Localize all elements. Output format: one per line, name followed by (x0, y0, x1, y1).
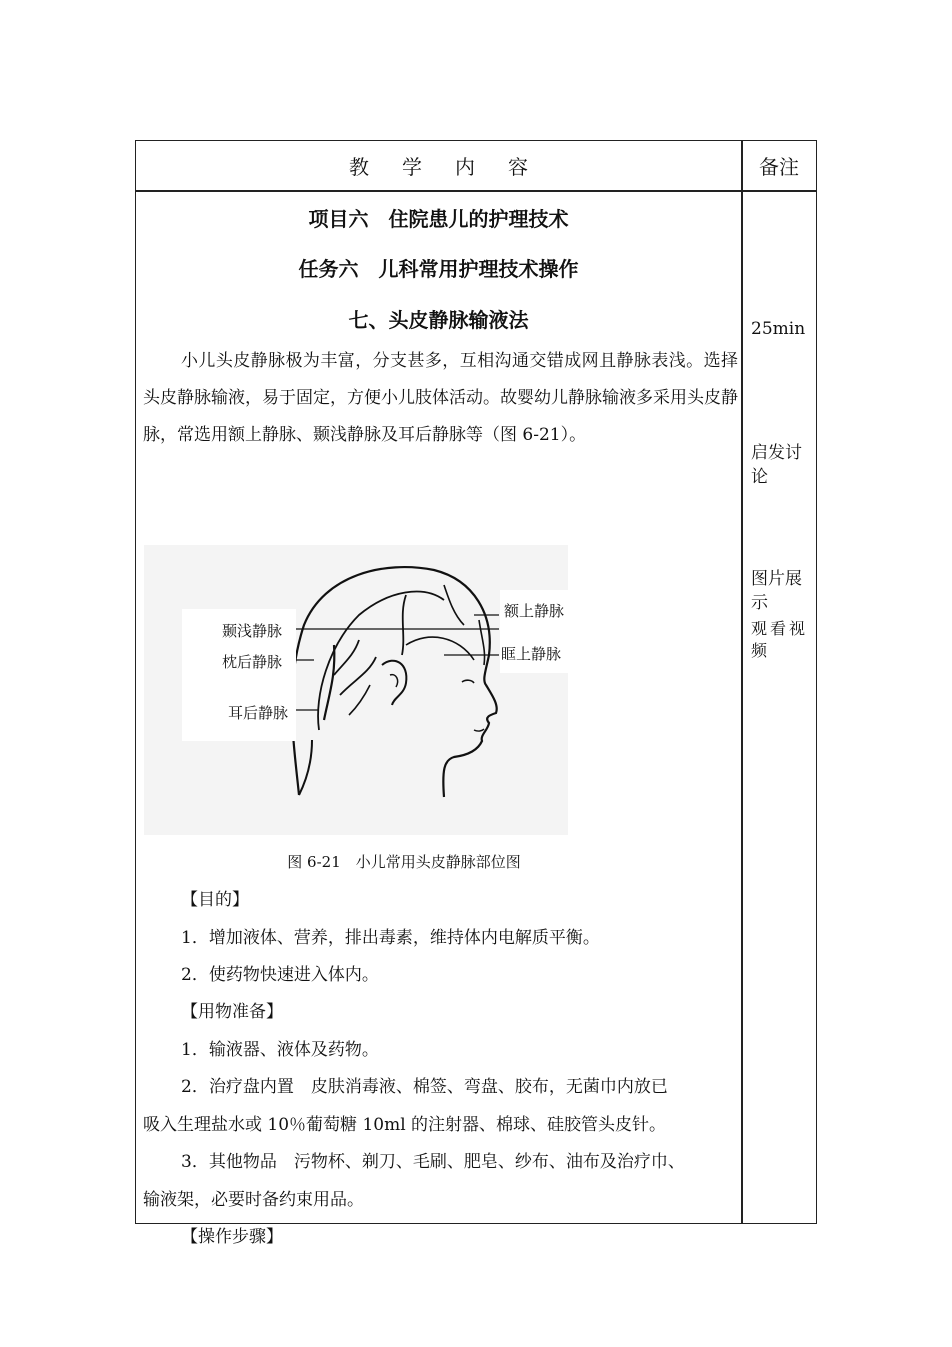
label-occipital-vein: 枕后静脉 (222, 653, 283, 671)
purpose-heading: 【目的】 (181, 890, 249, 910)
scalp-vein-figure (144, 545, 568, 835)
project-title: 项目六 住院患儿的护理技术 (308, 207, 569, 231)
materials-item-3-line-2: 输液架，必要时备约束用品。 (143, 1190, 364, 1210)
label-supraorbital-vein: 眶上静脉 (501, 645, 562, 663)
materials-item-2-line-1: 2．治疗盘内置 皮肤消毒液、棉签、弯盘、胶布，无菌巾内放已 (181, 1077, 668, 1097)
figure-caption: 图 6-21 小儿常用头皮静脉部位图 (287, 853, 521, 871)
column-divider (741, 141, 743, 1223)
content-header: 教学内容 (349, 155, 561, 179)
intro-paragraph: 小儿头皮静脉极为丰富，分支甚多，互相沟通交错成网且静脉表浅。选择头皮静脉输液，易于固定，方便小儿肢体活动。故婴幼儿静脉输液多采用头皮静脉，常选用额上静脉、颞浅静脉及耳后静脉等（图 6-21）。 (143, 351, 738, 445)
materials-heading: 【用物准备】 (181, 1002, 283, 1022)
header-divider (136, 190, 816, 192)
section-title: 七、头皮静脉输液法 (348, 308, 529, 332)
task-title: 任务六 儿科常用护理技术操作 (298, 257, 579, 281)
note-image-show: 图片展示 (751, 569, 802, 613)
label-temporal-vein: 颞浅静脉 (222, 622, 283, 640)
materials-item-2-line-2: 吸入生理盐水或 10％葡萄糖 10ml 的注射器、棉球、硅胶管头皮针。 (143, 1115, 667, 1135)
materials-item-3-line-1: 3．其他物品 污物杯、剃刀、毛刷、肥皂、纱布、油布及治疗巾、 (181, 1152, 685, 1172)
note-watch-video: 观看视频 (751, 619, 809, 660)
note-discussion: 启发讨论 (751, 443, 802, 487)
label-posterior-auricular-vein: 耳后静脉 (228, 704, 289, 722)
purpose-item-1: 1．增加液体、营养，排出毒素，维持体内电解质平衡。 (181, 928, 600, 948)
notes-header: 备注 (759, 155, 799, 179)
purpose-item-2: 2．使药物快速进入体内。 (181, 965, 379, 985)
steps-heading: 【操作步骤】 (181, 1227, 283, 1247)
lesson-table (135, 140, 817, 1247)
note-duration: 25min (751, 319, 806, 339)
label-frontal-vein: 额上静脉 (504, 602, 565, 620)
materials-item-1: 1．输液器、液体及药物。 (181, 1040, 379, 1060)
